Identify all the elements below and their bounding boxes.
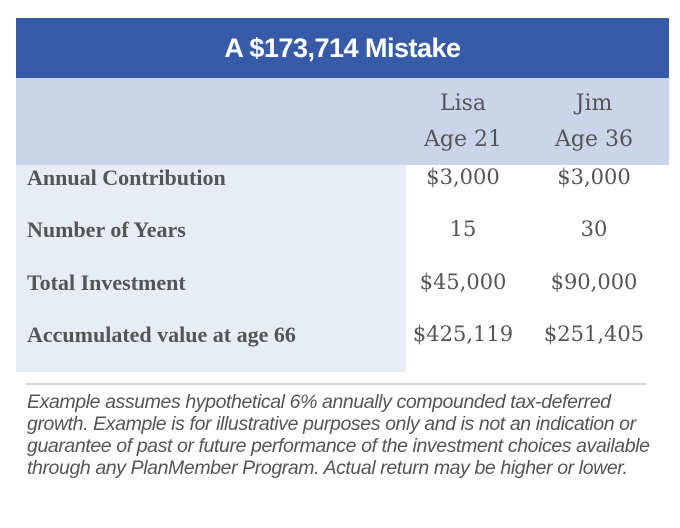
footnote: Example assumes hypothetical 6% annually compounded tax-deferred growth. Example is for illustrative purposes only and is not an indication or guarantee of past or future performance of the investment choices available through any PlanMember Program. Actual return may be higher or lower. [27, 391, 650, 479]
jim-value: $3,000 [557, 165, 631, 189]
column-age: Age 21 [424, 127, 502, 152]
row-label: Accumulated value at age 66 [27, 322, 296, 347]
column-name: Jim [575, 91, 613, 116]
column-header-jim [529, 86, 659, 158]
lisa-value: 15 [449, 217, 477, 241]
table-row [0, 217, 680, 269]
table-row [0, 270, 680, 322]
lisa-value: $425,119 [412, 322, 514, 346]
lisa-value: $45,000 [419, 270, 507, 294]
column-age: Age 36 [555, 127, 633, 152]
lisa-value: $3,000 [426, 165, 500, 189]
jim-value: 30 [580, 217, 608, 241]
divider [26, 383, 647, 385]
row-label: Annual Contribution [27, 165, 226, 190]
jim-value: $251,405 [543, 322, 645, 346]
row-label: Number of Years [27, 217, 186, 242]
column-name: Lisa [439, 91, 487, 116]
table-row [0, 322, 680, 374]
jim-value: $90,000 [550, 270, 638, 294]
column-header-lisa [398, 86, 528, 158]
table-title: A $173,714 Mistake [16, 18, 669, 78]
row-label: Total Investment [27, 270, 186, 295]
table-row [0, 165, 680, 217]
